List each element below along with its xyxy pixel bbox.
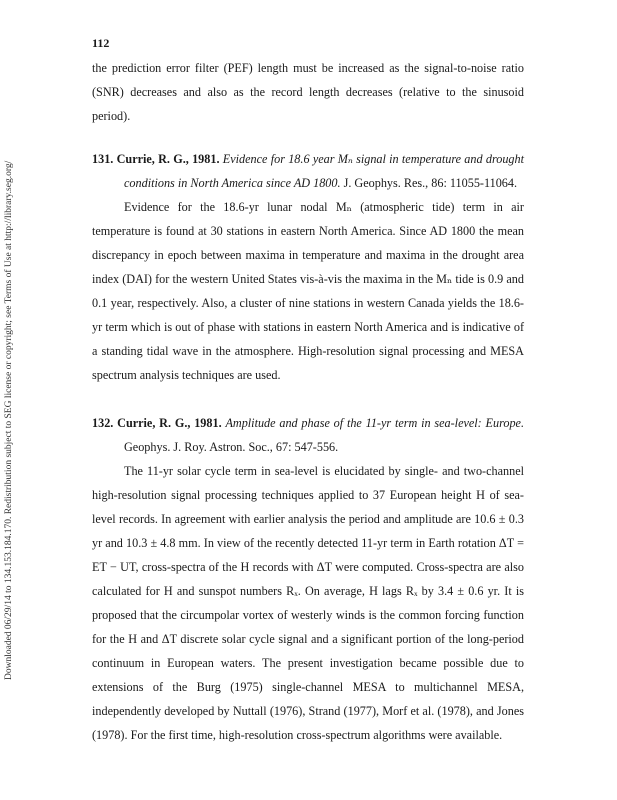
entry-abstract: Evidence for the 18.6-yr lunar nodal Mₙ (atmospheric tide) term in air temperature is found at 30 stations in eastern North America. Since AD 1800 the mean discrepancy in epoch between maxima in temperature and maxima in the drought area index (DAI) for the western United States vis-à-vis the maxima in the Mₙ tide is 0.9 and 0.1 year, respectively. Also, a cluster of nine stations in western Canada yields the 18.6-yr term which is out of phase with stations in eastern North America and is indicative of a standing tidal wave in the atmosphere. High-resolution signal processing and MESA spectrum analysis techniques are used. <box>92 200 524 382</box>
download-notice <box>4 120 18 680</box>
entry-journal: J. Geophys. Res., 86: 11055-11064. <box>343 176 518 190</box>
entry-author <box>92 152 220 166</box>
entry-journal: Geophys. J. Roy. Astron. Soc., 67: 547-556. <box>124 440 339 454</box>
entry-number: 131. <box>92 152 114 166</box>
download-notice-text: Downloaded 06/29/14 to 134.153.184.170. Redistribution subject to SEG license or copyright; see Terms of Use at http://library.seg.org/ <box>4 160 14 680</box>
entry-title: Evidence for 18.6 year Mₙ signal in temperature and drought conditions in North America since AD 1800. <box>124 152 525 190</box>
reference-entry-132 <box>92 411 524 747</box>
reference-entry-131 <box>92 147 524 387</box>
entry-abstract: The 11-yr solar cycle term in sea-level is elucidated by single- and two-channel high-resolution signal processing techniques applied to 37 European height H of sea-level records. In agreement with earlier analysis the period and amplitude are 10.6 ± 0.3 yr and 10.3 ± 4.8 mm. In view of the recently detected 11-yr term in Earth rotation ΔT = ET − UT, cross-spectra of the H records with ΔT were computed. Cross-spectra are also calculated for H and sunspot numbers Rₓ. On average, H lags Rₓ by 3.4 ± 0.6 yr. It is proposed that the circumpolar vortex of westerly winds is the common forcing function for the H and ΔT discrete solar cycle signal and a significant portion of the long-period continuum in European waters. The present investigation became possible due to extensions of the Burg (1975) single-channel MESA to multichannel MESA, independently developed by Nuttall (1976), Strand (1977), Morf et al. (1978), and Jones (1978). For the first time, high-resolution cross-spectrum algorithms were available. <box>92 464 524 742</box>
citation <box>92 147 524 195</box>
author-year: Currie, R. G., 1981. <box>116 152 220 166</box>
entry-title: Amplitude and phase of the 11-yr term in sea-level: Europe. <box>225 416 525 430</box>
entry-number: 132. <box>92 416 114 430</box>
intro-paragraph: the prediction error filter (PEF) length must be increased as the signal-to-noise ratio (SNR) decreases and also as the record length decreases (relative to the sinusoid period). <box>92 61 524 123</box>
page-number: 112 <box>92 36 110 50</box>
citation <box>92 411 524 459</box>
entry-author <box>92 416 222 430</box>
author-year: Currie, R. G., 1981. <box>117 416 222 430</box>
